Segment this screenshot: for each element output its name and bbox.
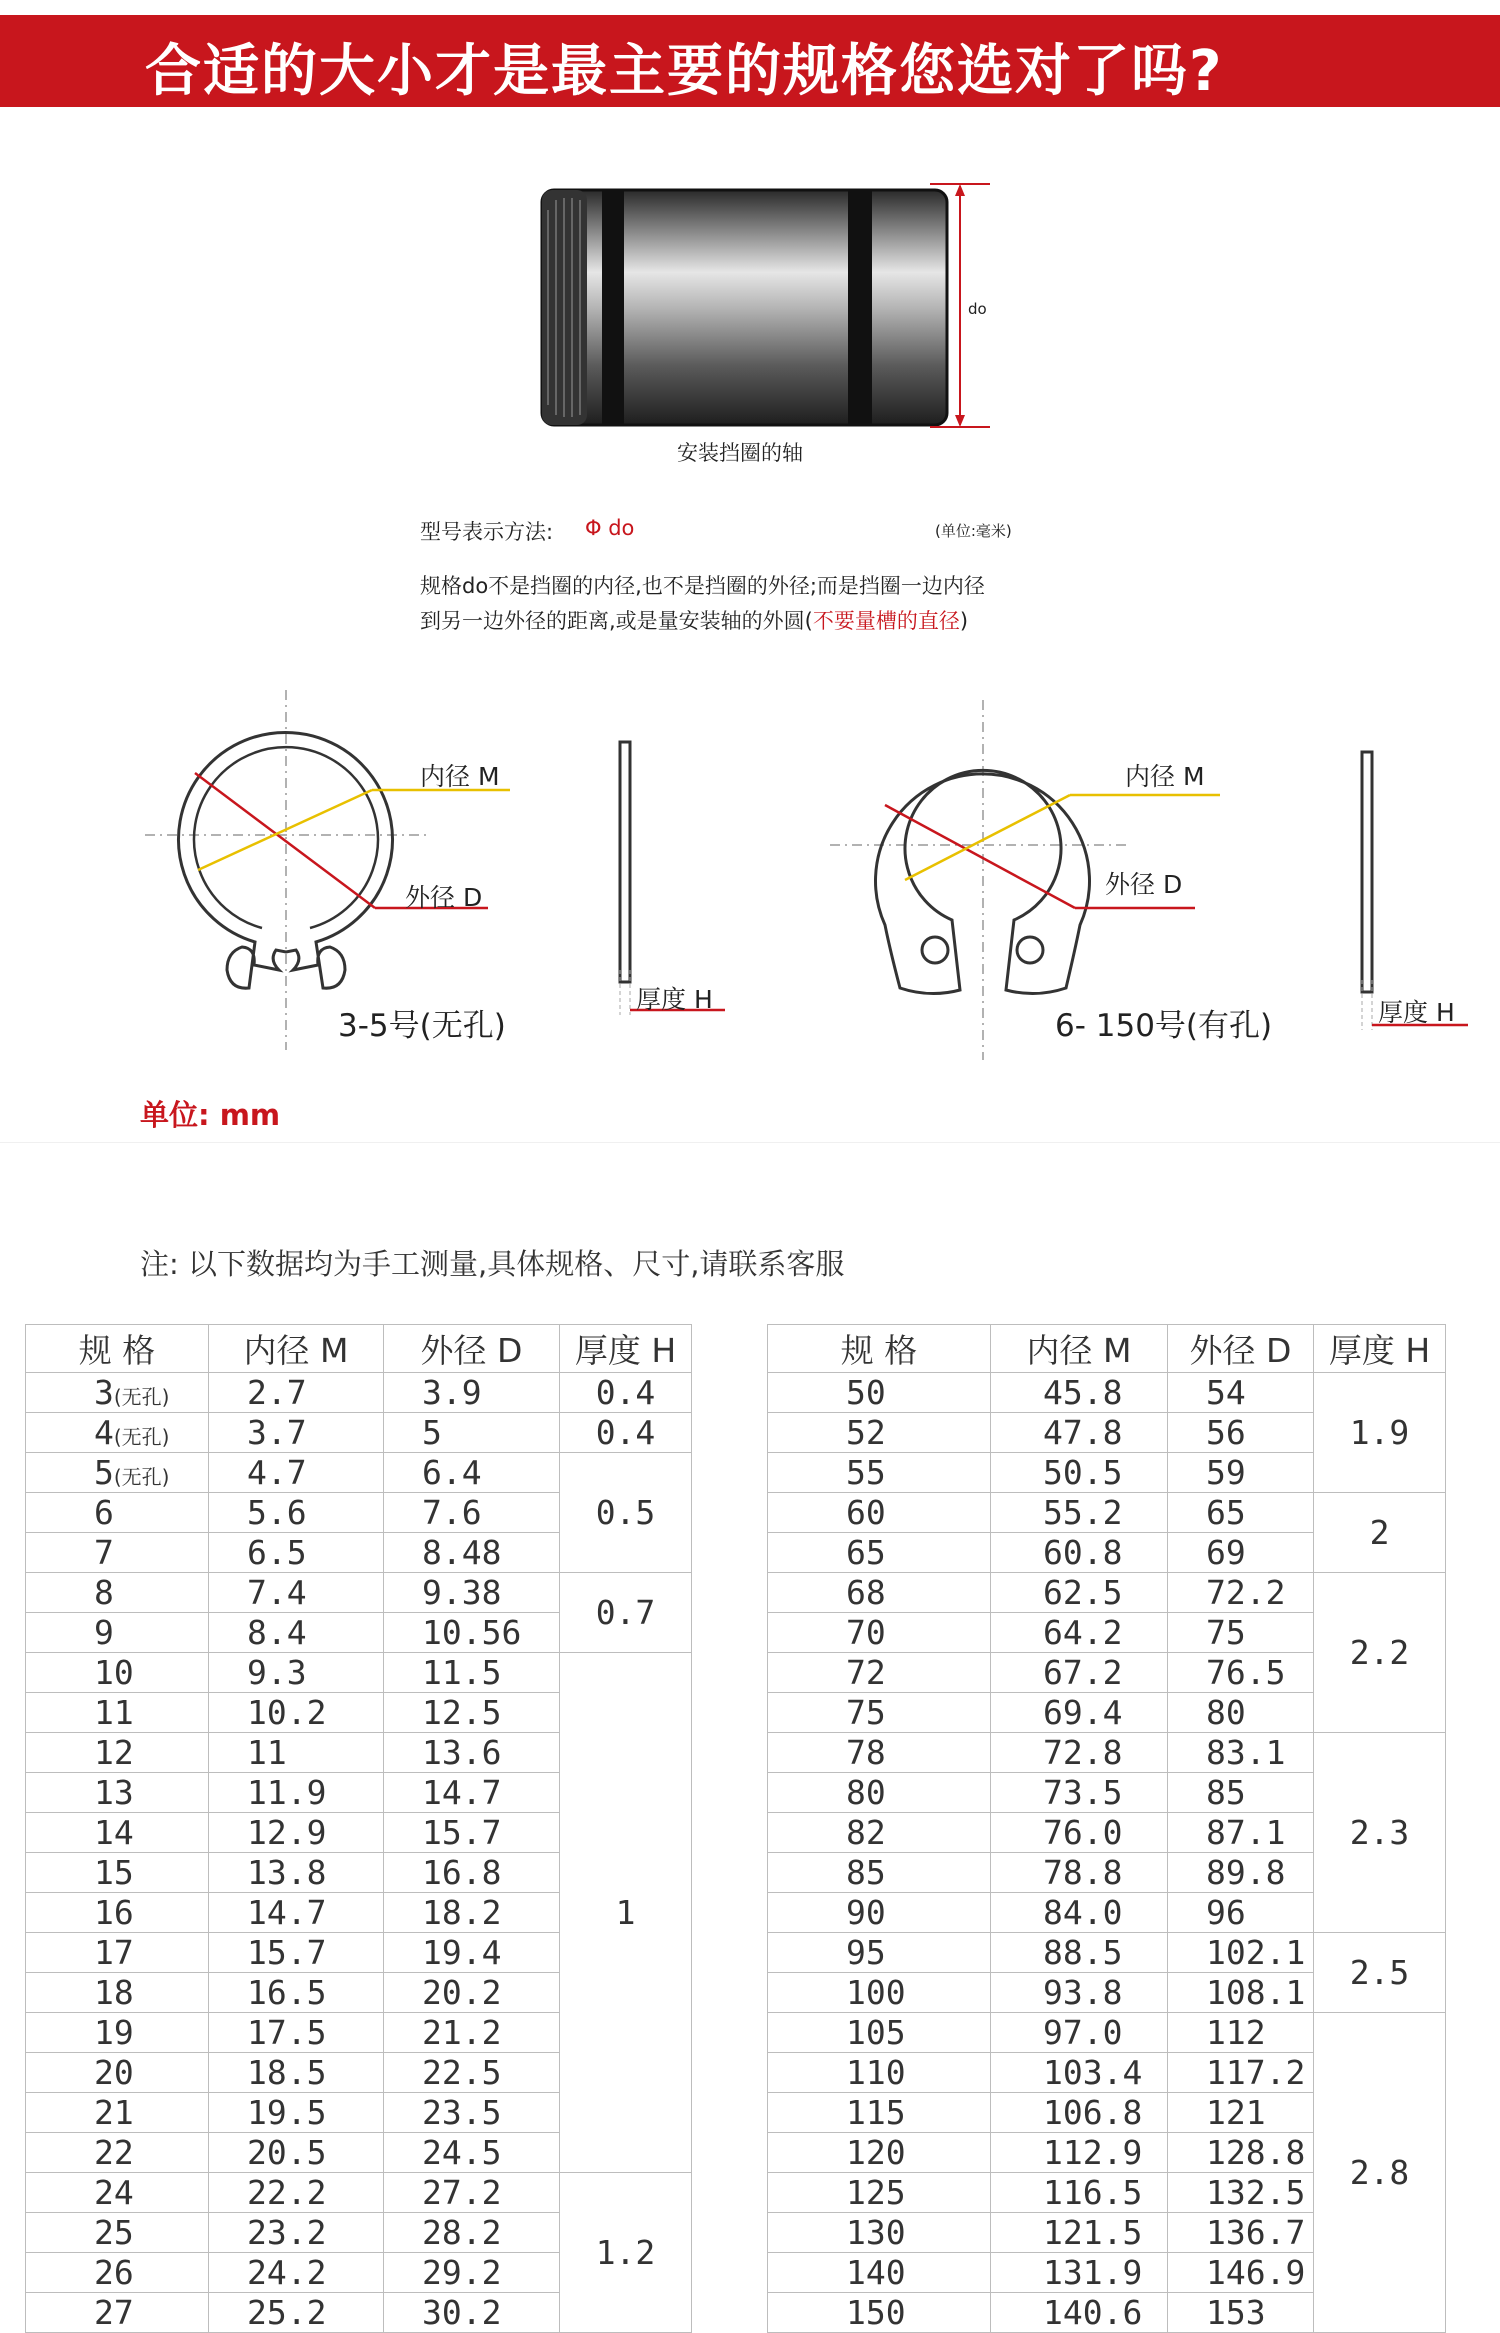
spec-cell: 12 <box>26 1733 209 1773</box>
header-thickness: 厚度 H <box>1314 1325 1446 1373</box>
spec-cell: 120 <box>768 2133 991 2173</box>
outer-diameter-cell: 22.5 <box>384 2053 560 2093</box>
spec-cell: 9 <box>26 1613 209 1653</box>
table-row <box>768 1933 1446 1973</box>
table-row <box>768 1493 1446 1533</box>
spec-cell: 22 <box>26 2133 209 2173</box>
spec-cell: 4(无孔) <box>26 1413 209 1453</box>
outer-diameter-cell: 18.2 <box>384 1893 560 1933</box>
outer-diameter-cell: 19.4 <box>384 1933 560 1973</box>
ring-diagrams <box>0 680 1500 1080</box>
inner-diameter-cell: 24.2 <box>209 2253 384 2293</box>
outer-diameter-cell: 75 <box>1168 1613 1314 1653</box>
outer-diameter-cell: 108.1 <box>1168 1973 1314 2013</box>
spec-cell: 65 <box>768 1533 991 1573</box>
divider <box>0 1142 1500 1143</box>
spec-cell: 16 <box>26 1893 209 1933</box>
spec-cell: 13 <box>26 1773 209 1813</box>
spec-cell: 150 <box>768 2293 991 2333</box>
spec-cell: 19 <box>26 2013 209 2053</box>
spec-cell: 80 <box>768 1773 991 1813</box>
table-row <box>768 1573 1446 1613</box>
thickness-cell: 2 <box>1314 1493 1446 1573</box>
spec-cell: 15 <box>26 1853 209 1893</box>
header-thickness: 厚度 H <box>560 1325 692 1373</box>
inner-diameter-cell: 67.2 <box>991 1653 1168 1693</box>
header-outer: 外径 D <box>1168 1325 1314 1373</box>
outer-diameter-cell: 12.5 <box>384 1693 560 1733</box>
spec-table-right <box>767 1324 1446 2333</box>
inner-diameter-cell: 84.0 <box>991 1893 1168 1933</box>
thickness-cell: 0.5 <box>560 1453 692 1573</box>
inner-diameter-cell: 121.5 <box>991 2213 1168 2253</box>
thickness-cell: 2.2 <box>1314 1573 1446 1733</box>
inner-diameter-cell: 93.8 <box>991 1973 1168 2013</box>
explain-line-2: 到另一边外径的距离,或是量安装轴的外圆(不要量槽的直径) <box>420 609 969 633</box>
outer-diameter-cell: 7.6 <box>384 1493 560 1533</box>
spec-cell: 68 <box>768 1573 991 1613</box>
outer-diameter-cell: 59 <box>1168 1453 1314 1493</box>
inner-diameter-cell: 9.3 <box>209 1653 384 1693</box>
spec-cell: 130 <box>768 2213 991 2253</box>
inner-diameter-cell: 45.8 <box>991 1373 1168 1413</box>
header-spec: 规 格 <box>26 1325 209 1373</box>
inner-diameter-cell: 11.9 <box>209 1773 384 1813</box>
unit-label: 单位: mm <box>140 1098 281 1132</box>
outer-diameter-cell: 146.9 <box>1168 2253 1314 2293</box>
explain-line-1: 规格do不是挡圈的内径,也不是挡圈的外径;而是挡圈一边内径 <box>420 574 985 598</box>
outer-diameter-cell: 56 <box>1168 1413 1314 1453</box>
outer-diameter-cell: 112 <box>1168 2013 1314 2053</box>
outer-diameter-cell: 28.2 <box>384 2213 560 2253</box>
no-hole-note: (无孔) <box>113 1465 170 1489</box>
inner-diameter-cell: 47.8 <box>991 1413 1168 1453</box>
inner-diameter-cell: 3.7 <box>209 1413 384 1453</box>
spec-cell: 140 <box>768 2253 991 2293</box>
large-outer-label: 外径 D <box>1105 870 1183 899</box>
large-ring-caption: 6- 150号(有孔) <box>1055 1008 1273 1044</box>
outer-diameter-cell: 30.2 <box>384 2293 560 2333</box>
outer-diameter-cell: 5 <box>384 1413 560 1453</box>
table-row <box>26 1573 692 1613</box>
model-symbol: Φ do <box>585 516 635 540</box>
small-inner-label: 内径 M <box>420 762 500 791</box>
outer-diameter-cell: 132.5 <box>1168 2173 1314 2213</box>
table-row <box>26 1413 692 1453</box>
large-inner-label: 内径 M <box>1125 762 1205 791</box>
shaft-caption: 安装挡圈的轴 <box>677 441 803 465</box>
inner-diameter-cell: 10.2 <box>209 1693 384 1733</box>
inner-diameter-cell: 64.2 <box>991 1613 1168 1653</box>
spec-cell: 60 <box>768 1493 991 1533</box>
spec-table-left <box>25 1324 692 2333</box>
outer-diameter-cell: 24.5 <box>384 2133 560 2173</box>
thickness-cell: 1.9 <box>1314 1373 1446 1493</box>
small-outer-label: 外径 D <box>405 883 483 912</box>
inner-diameter-cell: 60.8 <box>991 1533 1168 1573</box>
outer-diameter-cell: 89.8 <box>1168 1853 1314 1893</box>
inner-diameter-cell: 88.5 <box>991 1933 1168 1973</box>
header-inner: 内径 M <box>209 1325 384 1373</box>
outer-diameter-cell: 20.2 <box>384 1973 560 2013</box>
spec-cell: 26 <box>26 2253 209 2293</box>
spec-cell: 90 <box>768 1893 991 1933</box>
spec-cell: 27 <box>26 2293 209 2333</box>
spec-cell: 115 <box>768 2093 991 2133</box>
outer-diameter-cell: 69 <box>1168 1533 1314 1573</box>
spec-cell: 17 <box>26 1933 209 1973</box>
inner-diameter-cell: 7.4 <box>209 1573 384 1613</box>
inner-diameter-cell: 20.5 <box>209 2133 384 2173</box>
inner-diameter-cell: 18.5 <box>209 2053 384 2093</box>
outer-diameter-cell: 87.1 <box>1168 1813 1314 1853</box>
inner-diameter-cell: 23.2 <box>209 2213 384 2253</box>
header-outer: 外径 D <box>384 1325 560 1373</box>
outer-diameter-cell: 10.56 <box>384 1613 560 1653</box>
table-row <box>26 1373 692 1413</box>
inner-diameter-cell: 6.5 <box>209 1533 384 1573</box>
spec-cell: 95 <box>768 1933 991 1973</box>
inner-diameter-cell: 11 <box>209 1733 384 1773</box>
spec-cell: 55 <box>768 1453 991 1493</box>
spec-cell: 78 <box>768 1733 991 1773</box>
table-header-row <box>768 1325 1446 1373</box>
spec-cell: 7 <box>26 1533 209 1573</box>
inner-diameter-cell: 8.4 <box>209 1613 384 1653</box>
thickness-cell: 0.4 <box>560 1373 692 1413</box>
spec-cell: 75 <box>768 1693 991 1733</box>
inner-diameter-cell: 55.2 <box>991 1493 1168 1533</box>
outer-diameter-cell: 136.7 <box>1168 2213 1314 2253</box>
inner-diameter-cell: 131.9 <box>991 2253 1168 2293</box>
outer-diameter-cell: 13.6 <box>384 1733 560 1773</box>
outer-diameter-cell: 85 <box>1168 1773 1314 1813</box>
outer-diameter-cell: 117.2 <box>1168 2053 1314 2093</box>
table-row <box>768 1373 1446 1413</box>
inner-diameter-cell: 78.8 <box>991 1853 1168 1893</box>
outer-diameter-cell: 80 <box>1168 1693 1314 1733</box>
spec-cell: 105 <box>768 2013 991 2053</box>
spec-cell: 50 <box>768 1373 991 1413</box>
thickness-cell: 2.8 <box>1314 2013 1446 2333</box>
spec-cell: 21 <box>26 2093 209 2133</box>
spec-cell: 52 <box>768 1413 991 1453</box>
outer-diameter-cell: 96 <box>1168 1893 1314 1933</box>
outer-diameter-cell: 3.9 <box>384 1373 560 1413</box>
outer-diameter-cell: 121 <box>1168 2093 1314 2133</box>
outer-diameter-cell: 54 <box>1168 1373 1314 1413</box>
small-ring-caption: 3-5号(无孔) <box>338 1008 506 1044</box>
outer-diameter-cell: 14.7 <box>384 1773 560 1813</box>
inner-diameter-cell: 17.5 <box>209 2013 384 2053</box>
inner-diameter-cell: 103.4 <box>991 2053 1168 2093</box>
outer-diameter-cell: 16.8 <box>384 1853 560 1893</box>
inner-diameter-cell: 73.5 <box>991 1773 1168 1813</box>
title-banner <box>0 15 1500 107</box>
spec-cell: 5(无孔) <box>26 1453 209 1493</box>
thickness-cell: 0.7 <box>560 1573 692 1653</box>
inner-diameter-cell: 22.2 <box>209 2173 384 2213</box>
header-spec: 规 格 <box>768 1325 991 1373</box>
no-hole-note: (无孔) <box>113 1385 170 1409</box>
outer-diameter-cell: 65 <box>1168 1493 1314 1533</box>
inner-diameter-cell: 97.0 <box>991 2013 1168 2053</box>
table-row <box>768 1733 1446 1773</box>
spec-cell: 11 <box>26 1693 209 1733</box>
outer-diameter-cell: 9.38 <box>384 1573 560 1613</box>
outer-diameter-cell: 72.2 <box>1168 1573 1314 1613</box>
thickness-cell: 1 <box>560 1653 692 2173</box>
outer-diameter-cell: 76.5 <box>1168 1653 1314 1693</box>
no-hole-note: (无孔) <box>113 1425 170 1449</box>
outer-diameter-cell: 8.48 <box>384 1533 560 1573</box>
inner-diameter-cell: 4.7 <box>209 1453 384 1493</box>
outer-diameter-cell: 83.1 <box>1168 1733 1314 1773</box>
outer-diameter-cell: 11.5 <box>384 1653 560 1693</box>
header-inner: 内径 M <box>991 1325 1168 1373</box>
outer-diameter-cell: 21.2 <box>384 2013 560 2053</box>
large-thickness-label: 厚度 H <box>1378 998 1455 1027</box>
inner-diameter-cell: 16.5 <box>209 1973 384 2013</box>
inner-diameter-cell: 5.6 <box>209 1493 384 1533</box>
do-label: do <box>968 300 987 318</box>
spec-cell: 85 <box>768 1853 991 1893</box>
thickness-cell: 1.2 <box>560 2173 692 2333</box>
inner-diameter-cell: 140.6 <box>991 2293 1168 2333</box>
thickness-cell: 2.5 <box>1314 1933 1446 2013</box>
inner-diameter-cell: 72.8 <box>991 1733 1168 1773</box>
spec-cell: 8 <box>26 1573 209 1613</box>
spec-cell: 125 <box>768 2173 991 2213</box>
outer-diameter-cell: 128.8 <box>1168 2133 1314 2173</box>
spec-cell: 82 <box>768 1813 991 1853</box>
shaft-diagram <box>520 170 1000 460</box>
spec-cell: 100 <box>768 1973 991 2013</box>
table-header-row <box>26 1325 692 1373</box>
outer-diameter-cell: 6.4 <box>384 1453 560 1493</box>
measurement-note: 注: 以下数据均为手工测量,具体规格、尺寸,请联系客服 <box>140 1247 845 1281</box>
unit-note: (单位:毫米) <box>935 522 1012 540</box>
inner-diameter-cell: 13.8 <box>209 1853 384 1893</box>
spec-cell: 10 <box>26 1653 209 1693</box>
inner-diameter-cell: 2.7 <box>209 1373 384 1413</box>
table-row <box>768 2013 1446 2053</box>
inner-diameter-cell: 25.2 <box>209 2293 384 2333</box>
table-row <box>26 1453 692 1493</box>
spec-cell: 14 <box>26 1813 209 1853</box>
spec-cell: 6 <box>26 1493 209 1533</box>
thickness-cell: 2.3 <box>1314 1733 1446 1933</box>
inner-diameter-cell: 12.9 <box>209 1813 384 1853</box>
inner-diameter-cell: 62.5 <box>991 1573 1168 1613</box>
outer-diameter-cell: 29.2 <box>384 2253 560 2293</box>
explain-red: 不要量槽的直径 <box>812 609 960 633</box>
table-row <box>26 1653 692 1693</box>
banner-title: 合适的大小才是最主要的规格您选对了吗? <box>145 39 1224 104</box>
model-label: 型号表示方法: <box>420 520 554 544</box>
spec-cell: 110 <box>768 2053 991 2093</box>
spec-cell: 18 <box>26 1973 209 2013</box>
inner-diameter-cell: 50.5 <box>991 1453 1168 1493</box>
spec-cell: 20 <box>26 2053 209 2093</box>
outer-diameter-cell: 15.7 <box>384 1813 560 1853</box>
inner-diameter-cell: 116.5 <box>991 2173 1168 2213</box>
inner-diameter-cell: 15.7 <box>209 1933 384 1973</box>
spec-cell: 72 <box>768 1653 991 1693</box>
spec-cell: 70 <box>768 1613 991 1653</box>
outer-diameter-cell: 102.1 <box>1168 1933 1314 1973</box>
outer-diameter-cell: 153 <box>1168 2293 1314 2333</box>
inner-diameter-cell: 69.4 <box>991 1693 1168 1733</box>
inner-diameter-cell: 76.0 <box>991 1813 1168 1853</box>
thickness-cell: 0.4 <box>560 1413 692 1453</box>
spec-cell: 25 <box>26 2213 209 2253</box>
inner-diameter-cell: 19.5 <box>209 2093 384 2133</box>
inner-diameter-cell: 106.8 <box>991 2093 1168 2133</box>
outer-diameter-cell: 23.5 <box>384 2093 560 2133</box>
spec-cell: 3(无孔) <box>26 1373 209 1413</box>
small-thickness-label: 厚度 H <box>636 985 713 1014</box>
outer-diameter-cell: 27.2 <box>384 2173 560 2213</box>
spec-cell: 24 <box>26 2173 209 2213</box>
table-row <box>26 2173 692 2213</box>
inner-diameter-cell: 112.9 <box>991 2133 1168 2173</box>
inner-diameter-cell: 14.7 <box>209 1893 384 1933</box>
